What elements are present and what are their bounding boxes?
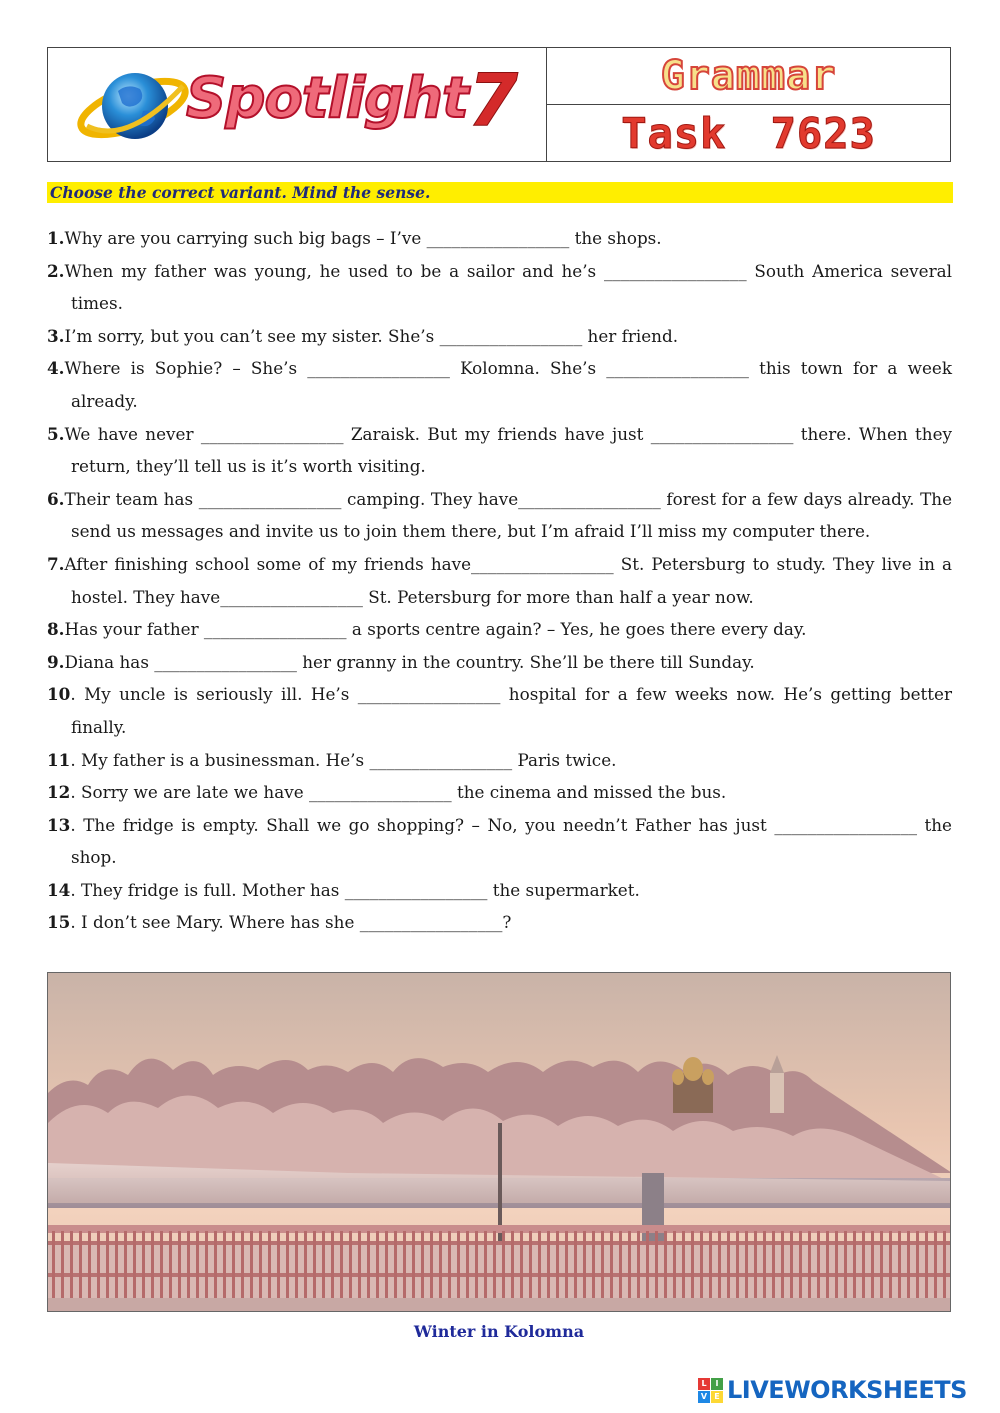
railing-post — [196, 1231, 199, 1301]
railing-post — [754, 1231, 757, 1301]
railing-post — [457, 1231, 460, 1301]
answer-blank[interactable]: _________________ — [359, 912, 503, 933]
railing-post — [835, 1231, 838, 1301]
railing-post — [646, 1231, 649, 1301]
exercise-number: 15 — [47, 912, 71, 933]
exercise-number: 7. — [47, 553, 65, 574]
railing-post — [70, 1231, 73, 1301]
exercise-text: hospital for a few weeks now. He’s getting better finally. — [71, 684, 952, 737]
railing-post — [124, 1231, 127, 1301]
railing-post — [484, 1231, 487, 1301]
answer-blank[interactable]: _________________ — [606, 358, 749, 379]
exercise-item — [47, 255, 952, 320]
railing-post — [115, 1231, 118, 1301]
liveworksheets-badge-icon: L I V E — [698, 1378, 723, 1403]
exercise-text: this town for a week already. — [71, 358, 952, 411]
railing-post — [763, 1231, 766, 1301]
railing-post — [538, 1231, 541, 1301]
answer-blank[interactable]: _________________ — [471, 553, 614, 574]
exercise-item — [47, 222, 952, 255]
exercise-text: the shops. — [569, 228, 662, 248]
exercise-list — [47, 222, 952, 939]
railing-post — [943, 1231, 946, 1301]
exercise-item — [47, 744, 952, 777]
answer-blank[interactable]: _________________ — [357, 684, 501, 705]
railing-post — [313, 1231, 316, 1301]
exercise-text: a sports centre again? – Yes, he goes there every day. — [346, 619, 807, 640]
railing-post — [592, 1231, 595, 1301]
exercise-text: camping. They have — [341, 488, 519, 509]
railing-post — [907, 1231, 910, 1301]
exercise-number: 4. — [47, 358, 65, 379]
railing-post — [718, 1231, 721, 1301]
exercise-number: 9. — [47, 651, 65, 672]
exercise-text: Diana has — [64, 651, 155, 672]
railing-post — [583, 1231, 586, 1301]
answer-blank[interactable]: _________________ — [220, 586, 363, 607]
railing-post — [916, 1231, 919, 1301]
railing-post — [610, 1231, 613, 1301]
railing-post — [214, 1231, 217, 1301]
railing-post — [340, 1231, 343, 1301]
exercise-number: 12 — [47, 782, 71, 803]
exercise-text: Has your father — [64, 619, 204, 640]
exercise-item — [47, 613, 952, 646]
railing-post — [790, 1231, 793, 1301]
exercise-text: her friend. — [582, 325, 679, 346]
photo-caption: Winter in Kolomna — [413, 1322, 585, 1341]
railing-post — [664, 1231, 667, 1301]
railing-post — [403, 1231, 406, 1301]
railing-post — [178, 1231, 181, 1301]
railing-post — [511, 1231, 514, 1301]
exercise-text: South America several times. — [71, 260, 952, 314]
exercise-text: forest for a few days already. The send us messages and invite us to join them there, but I’m afraid I’ll miss my computer there. — [71, 488, 952, 542]
railing-post — [277, 1231, 280, 1301]
railing-post — [169, 1231, 172, 1301]
exercise-text: Their team has — [64, 488, 199, 509]
answer-blank[interactable]: _________________ — [518, 488, 661, 509]
railing-post — [826, 1231, 829, 1301]
globe-icon — [73, 56, 193, 156]
exercise-text: . I don’t see Mary. Where has she — [70, 912, 360, 933]
answer-blank[interactable]: _________________ — [154, 651, 297, 672]
answer-blank[interactable]: _________________ — [198, 488, 342, 509]
railing-post — [358, 1231, 361, 1301]
railing-post — [745, 1231, 748, 1301]
exercise-text: there. When they return, they’ll tell us is it’s worth visiting. — [71, 423, 953, 477]
exercise-number: 6. — [47, 488, 65, 509]
railing-post — [529, 1231, 532, 1301]
exercise-number: 13 — [47, 814, 71, 835]
answer-blank[interactable]: _________________ — [307, 358, 450, 379]
exercise-text: . Sorry we are late we have — [70, 782, 309, 803]
railing-post — [97, 1231, 100, 1301]
title-panel — [547, 48, 950, 161]
exercise-text: . They fridge is full. Mother has — [70, 879, 345, 900]
railing-post — [349, 1231, 352, 1301]
railing-post — [430, 1231, 433, 1301]
railing-post — [889, 1231, 892, 1301]
exercise-text: Where is Sophie? – She’s — [64, 358, 308, 379]
railing-post — [691, 1231, 694, 1301]
railing-post — [925, 1231, 928, 1301]
railing-post — [394, 1231, 397, 1301]
liveworksheets-logo[interactable] — [698, 1375, 967, 1405]
railing-post — [799, 1231, 802, 1301]
railing-post — [862, 1231, 865, 1301]
railing-post — [880, 1231, 883, 1301]
logo-text: Spotlight — [186, 66, 468, 131]
railing-post — [673, 1231, 676, 1301]
railing-post — [61, 1231, 64, 1301]
railing-post — [736, 1231, 739, 1301]
railing-post — [250, 1231, 253, 1301]
railing-post — [304, 1231, 307, 1301]
railing-post — [385, 1231, 388, 1301]
answer-blank[interactable]: _________________ — [439, 325, 583, 346]
railing-post — [295, 1231, 298, 1301]
railing-post — [133, 1231, 136, 1301]
railing-post — [628, 1231, 631, 1301]
exercise-item — [47, 483, 952, 548]
railing-post — [655, 1231, 658, 1301]
exercise-number: 2. — [47, 260, 65, 281]
railing-post — [853, 1231, 856, 1301]
railing-post — [520, 1231, 523, 1301]
railing-post — [106, 1231, 109, 1301]
exercise-text: I’m sorry, but you can’t see my sister. She’s — [64, 325, 440, 346]
answer-blank[interactable]: _________________ — [308, 782, 452, 803]
railing-post — [151, 1231, 154, 1301]
exercise-text: St. Petersburg for more than half a year now. — [362, 586, 754, 607]
railing-post — [286, 1231, 289, 1301]
answer-blank[interactable]: _________________ — [603, 260, 747, 281]
railing-post — [205, 1231, 208, 1301]
railing-post — [808, 1231, 811, 1301]
exercise-number: 11 — [47, 749, 71, 770]
exercise-text: Paris twice. — [512, 749, 617, 770]
exercise-text: the supermarket. — [487, 879, 640, 900]
task-cell — [547, 105, 950, 161]
exercise-number: 8. — [47, 619, 65, 640]
railing-post — [682, 1231, 685, 1301]
exercise-text: We have never — [64, 423, 201, 444]
railing-post — [79, 1231, 82, 1301]
exercise-item — [47, 548, 952, 613]
exercise-item — [47, 678, 952, 743]
exercise-text: Zaraisk. But my friends have just — [343, 423, 651, 444]
railing-post — [466, 1231, 469, 1301]
railing-post — [493, 1231, 496, 1301]
exercise-text: the shop. — [71, 814, 952, 868]
answer-blank[interactable]: _________________ — [650, 423, 794, 444]
exercise-item — [47, 320, 952, 353]
grammar-title: Grammar — [660, 53, 837, 99]
railing-post — [367, 1231, 370, 1301]
exercise-text: After finishing school some of my friends have — [64, 553, 472, 574]
railing-post — [898, 1231, 901, 1301]
railing-post — [700, 1231, 703, 1301]
railing-post — [781, 1231, 784, 1301]
railing-post — [547, 1231, 550, 1301]
railing-post — [934, 1231, 937, 1301]
railing-post — [448, 1231, 451, 1301]
railing-post — [475, 1231, 478, 1301]
exercise-number: 14 — [47, 879, 71, 900]
railing-post — [421, 1231, 424, 1301]
railing-post — [637, 1231, 640, 1301]
exercise-text: the cinema and missed the bus. — [451, 782, 727, 803]
answer-blank[interactable]: _________________ — [426, 228, 570, 248]
logo-number: 7 — [468, 58, 519, 142]
exercise-item — [47, 809, 952, 874]
railing-post — [565, 1231, 568, 1301]
railing-post — [142, 1231, 145, 1301]
railing-post — [772, 1231, 775, 1301]
railing-post — [88, 1231, 91, 1301]
exercise-text: When my father was young, he used to be a sailor and he’s — [64, 260, 604, 281]
railing-post — [223, 1231, 226, 1301]
winter-photo — [47, 972, 951, 1312]
exercise-item — [47, 646, 952, 679]
exercise-item — [47, 352, 952, 417]
railing-post — [556, 1231, 559, 1301]
liveworksheets-wordmark: LIVEWORKSHEETS — [727, 1376, 967, 1404]
exercise-number: 1. — [47, 228, 65, 248]
railing-post — [241, 1231, 244, 1301]
railing-post — [232, 1231, 235, 1301]
railing-post — [376, 1231, 379, 1301]
railing-post — [331, 1231, 334, 1301]
railing-post — [817, 1231, 820, 1301]
answer-blank[interactable]: _________________ — [203, 619, 347, 640]
exercise-text: Kolomna. She’s — [449, 358, 607, 379]
exercise-text: . The fridge is empty. Shall we go shopping? – No, you needn’t Father has just — [70, 814, 775, 835]
exercise-item — [47, 418, 952, 483]
exercise-number: 3. — [47, 325, 65, 346]
task-title: Task 7623 — [621, 108, 876, 158]
exercise-text: . My uncle is seriously ill. He’s — [70, 684, 358, 705]
exercise-text: ? — [502, 912, 512, 933]
railing-post — [709, 1231, 712, 1301]
answer-blank[interactable]: _________________ — [369, 749, 513, 770]
railing-post — [619, 1231, 622, 1301]
kolomna-landscape — [48, 973, 951, 1312]
answer-blank[interactable]: _________________ — [344, 879, 488, 900]
grammar-cell — [547, 48, 950, 105]
exercise-text: St. Petersburg to study. They live in a hostel. They have — [71, 553, 952, 607]
spotlight-logo — [48, 48, 547, 161]
railing-post — [727, 1231, 730, 1301]
railing-post — [601, 1231, 604, 1301]
exercise-number: 5. — [47, 423, 65, 444]
railing-post — [412, 1231, 415, 1301]
instruction-banner: Choose the correct variant. Mind the sense. — [47, 182, 953, 203]
railing-post — [844, 1231, 847, 1301]
answer-blank[interactable]: _________________ — [200, 423, 344, 444]
exercise-text: her granny in the country. She’ll be there till Sunday. — [296, 651, 755, 672]
railing-post — [187, 1231, 190, 1301]
railing-post — [160, 1231, 163, 1301]
exercise-text: . My father is a businessman. He’s — [70, 749, 370, 770]
railing-post — [439, 1231, 442, 1301]
exercise-item — [47, 906, 952, 939]
railing-post — [268, 1231, 271, 1301]
exercise-text: Why are you carrying such big bags – I’ve — [64, 228, 427, 248]
exercise-item — [47, 874, 952, 907]
exercise-number: 10 — [47, 684, 71, 705]
railing-post — [502, 1231, 505, 1301]
railing-post — [574, 1231, 577, 1301]
railing-post — [322, 1231, 325, 1301]
worksheet-header — [47, 47, 951, 162]
railing-post — [871, 1231, 874, 1301]
railing-post — [52, 1231, 55, 1301]
exercise-item — [47, 776, 952, 809]
railing-post — [259, 1231, 262, 1301]
answer-blank[interactable]: _________________ — [774, 814, 917, 835]
